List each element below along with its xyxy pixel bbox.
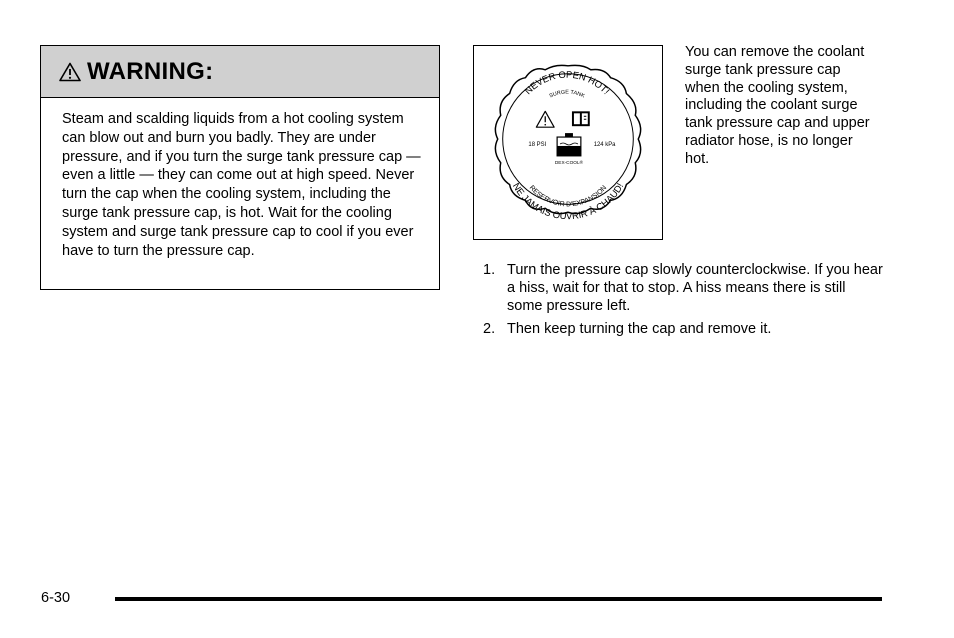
warning-body: Steam and scalding liquids from a hot cooling system can blow out and burn you badly. They are under pressure, and if you turn the surge tank pressure cap — even a little — they can come out at high speed. Never turn the cap when the cooling system, including the surge tank pressure cap, is hot. Wait for the cooling system and surge tank pressure cap to cool if you ever have to turn the pressure cap.	[62, 111, 421, 259]
warning-box	[40, 45, 440, 290]
footer-rule	[115, 597, 882, 601]
pressure-cap-figure	[473, 45, 663, 240]
steps-list	[483, 262, 883, 345]
coolant-tank-icon	[557, 133, 581, 156]
warning-title: WARNING:	[87, 57, 214, 85]
pressure-cap-illustration	[474, 46, 662, 239]
list-item	[483, 262, 883, 315]
step-number: 2.	[483, 321, 496, 338]
page-number: 6-30	[41, 590, 71, 606]
bottom-arc-outer-text: NE JAMAIS OUVRIR À CHAUD!	[510, 180, 626, 222]
step-text: Then keep turning the cap and remove it.	[507, 321, 772, 338]
warning-header	[41, 46, 439, 98]
step-number: 1.	[483, 262, 496, 278]
warning-triangle-icon	[59, 62, 81, 82]
removal-note: You can remove the coolant surge tank pressure cap when the cooling system, including the coolant surge tank pressure cap and upper radiator hose, is no longer hot.	[685, 44, 870, 167]
bottom-arc-inner-text: RESERVOIR D'EXPANSION	[527, 184, 609, 209]
sub-arc-text: SURGE TANK	[548, 89, 586, 100]
step-text: Turn the pressure cap slowly counterclockwise. If you hear a hiss, wait for that to stop. A hiss means there is still some pressure left.	[507, 262, 883, 314]
pressure-psi-label: 18 PSI	[528, 141, 547, 148]
top-arc-text: NEVER OPEN HOT!	[522, 68, 613, 97]
list-item	[483, 321, 883, 339]
pressure-kpa-label: 124 kPa	[593, 141, 616, 148]
dex-cool-label: DEX-COOL®	[554, 160, 584, 166]
owner-manual-icon	[572, 111, 590, 126]
caution-triangle-icon	[536, 111, 554, 127]
